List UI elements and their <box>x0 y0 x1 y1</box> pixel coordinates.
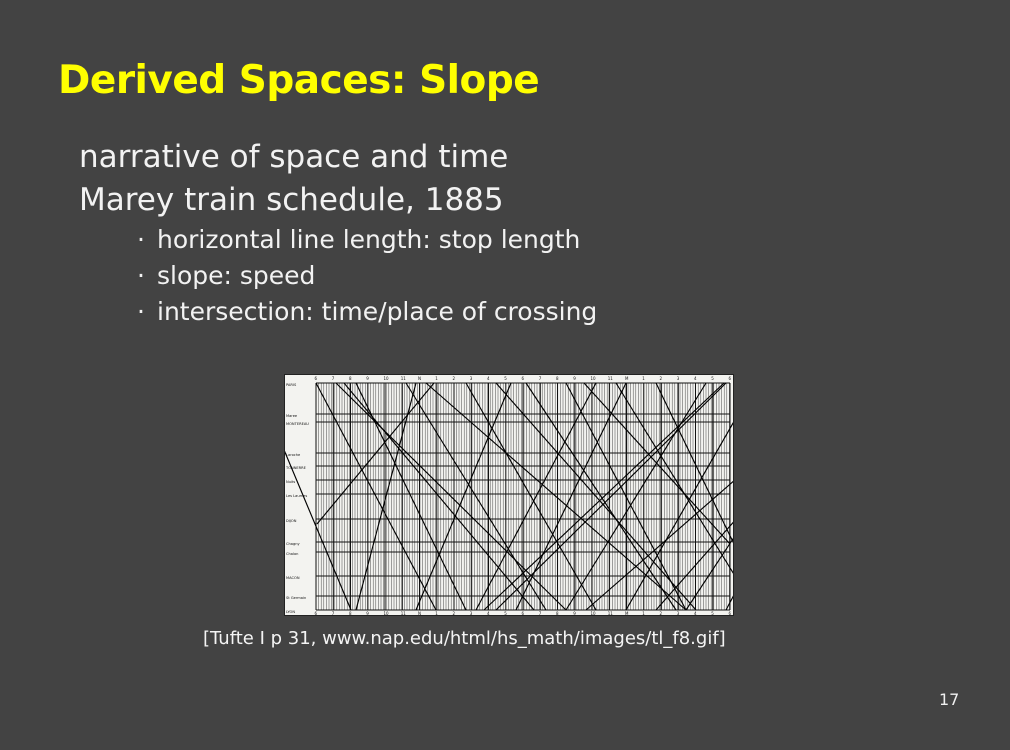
svg-text:10: 10 <box>383 376 389 381</box>
svg-text:3: 3 <box>469 376 473 381</box>
marey-train-schedule-image <box>284 374 734 616</box>
svg-text:1: 1 <box>435 611 438 616</box>
svg-text:5: 5 <box>504 611 507 616</box>
svg-text:7: 7 <box>538 611 542 616</box>
bullet-dot-icon: · <box>137 297 145 326</box>
svg-text:Les Laumes: Les Laumes <box>286 494 308 498</box>
svg-text:2: 2 <box>452 376 456 381</box>
svg-text:9: 9 <box>366 376 369 381</box>
svg-text:10: 10 <box>383 611 389 616</box>
svg-text:Laroche: Laroche <box>286 453 301 457</box>
svg-text:1: 1 <box>642 611 645 616</box>
svg-text:10: 10 <box>590 376 596 381</box>
svg-text:4: 4 <box>487 376 490 381</box>
svg-text:11: 11 <box>607 611 613 616</box>
svg-text:6: 6 <box>728 611 732 616</box>
svg-text:11: 11 <box>607 376 613 381</box>
svg-text:5: 5 <box>504 376 507 381</box>
subtitle-line-1: narrative of space and time <box>79 139 509 175</box>
subtitle-line-2: Marey train schedule, 1885 <box>79 182 504 218</box>
svg-text:7: 7 <box>331 611 335 616</box>
svg-text:8: 8 <box>556 376 559 381</box>
svg-text:DIJON: DIJON <box>286 519 297 523</box>
svg-text:N: N <box>418 376 421 381</box>
bullet-item-intersection <box>137 299 597 324</box>
image-caption: [Tufte I p 31, www.nap.edu/html/hs_math/images/tl_f8.gif] <box>203 628 726 649</box>
svg-text:8: 8 <box>349 611 352 616</box>
bullet-text: slope: speed <box>157 261 316 290</box>
svg-text:LYON: LYON <box>286 610 296 614</box>
svg-text:9: 9 <box>573 376 576 381</box>
svg-text:10: 10 <box>590 611 596 616</box>
svg-text:4: 4 <box>694 611 697 616</box>
svg-text:2: 2 <box>659 376 663 381</box>
bullet-item-stop-length <box>137 227 580 252</box>
svg-text:Chagny: Chagny <box>286 542 300 546</box>
page-number: 17 <box>939 690 960 709</box>
bullet-dot-icon: · <box>137 225 145 254</box>
svg-text:St Germain: St Germain <box>286 596 307 600</box>
svg-text:MONTEREAU: MONTEREAU <box>286 422 309 426</box>
svg-text:MACON: MACON <box>286 576 300 580</box>
svg-text:7: 7 <box>538 376 542 381</box>
bullet-dot-icon: · <box>137 261 145 290</box>
svg-text:N: N <box>418 611 421 616</box>
svg-text:4: 4 <box>487 611 490 616</box>
svg-text:Chalon: Chalon <box>286 552 299 556</box>
bullet-text: horizontal line length: stop length <box>157 225 581 254</box>
svg-text:7: 7 <box>331 376 335 381</box>
bullet-text: intersection: time/place of crossing <box>157 297 598 326</box>
marey-chart-graphic <box>284 374 734 616</box>
svg-text:2: 2 <box>452 611 456 616</box>
svg-text:6: 6 <box>521 611 525 616</box>
svg-text:3: 3 <box>469 611 473 616</box>
svg-text:Maree: Maree <box>286 414 298 418</box>
svg-text:PARIS: PARIS <box>286 383 297 387</box>
svg-text:8: 8 <box>556 611 559 616</box>
svg-text:4: 4 <box>694 376 697 381</box>
svg-text:3: 3 <box>676 376 680 381</box>
bullet-item-slope <box>137 263 315 288</box>
svg-text:9: 9 <box>366 611 369 616</box>
svg-text:Nuits: Nuits <box>286 480 296 484</box>
svg-text:6: 6 <box>314 611 318 616</box>
svg-text:3: 3 <box>676 611 680 616</box>
svg-text:11: 11 <box>400 376 406 381</box>
svg-text:5: 5 <box>711 376 714 381</box>
svg-text:11: 11 <box>400 611 406 616</box>
svg-text:5: 5 <box>711 611 714 616</box>
svg-text:6: 6 <box>728 376 732 381</box>
svg-text:8: 8 <box>349 376 352 381</box>
svg-text:1: 1 <box>642 376 645 381</box>
svg-text:6: 6 <box>521 376 525 381</box>
svg-text:M: M <box>625 376 629 381</box>
svg-text:M: M <box>625 611 629 616</box>
svg-text:1: 1 <box>435 376 438 381</box>
slide-title: Derived Spaces: Slope <box>58 58 540 103</box>
svg-text:2: 2 <box>659 611 663 616</box>
svg-text:6: 6 <box>314 376 318 381</box>
svg-text:TONNERRE: TONNERRE <box>286 466 306 470</box>
svg-text:9: 9 <box>573 611 576 616</box>
